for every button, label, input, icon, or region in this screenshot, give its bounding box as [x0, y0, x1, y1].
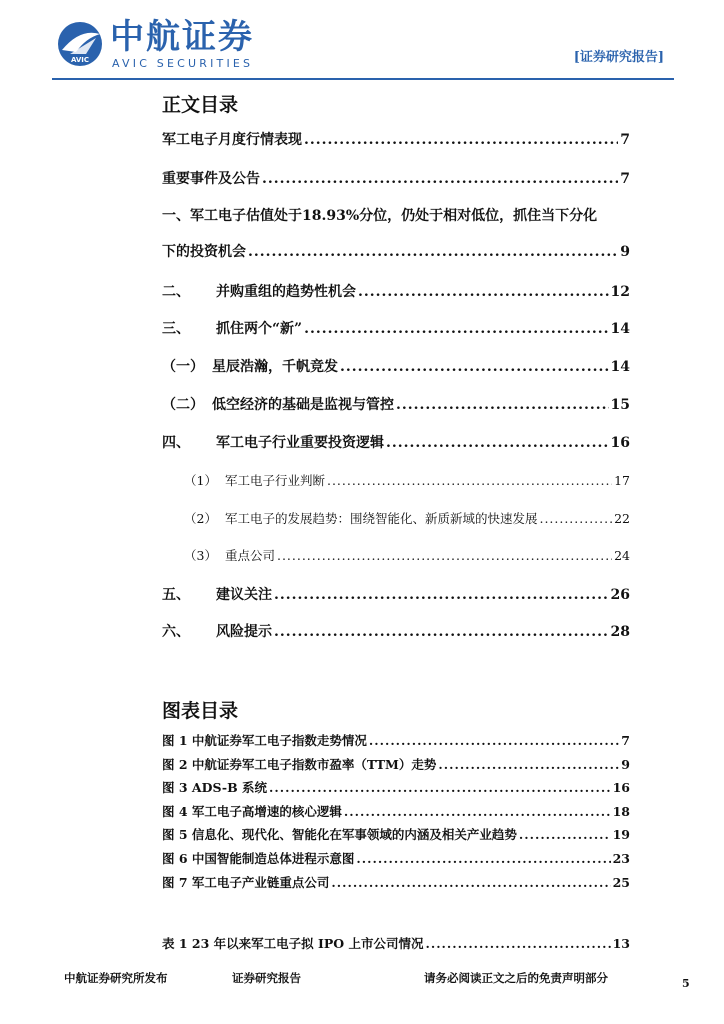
toc-leader-dots	[304, 130, 618, 150]
toc-entry-label: （一） 星辰浩瀚，千帆竞发	[162, 359, 338, 375]
toc-entry-number: （2）	[184, 511, 217, 526]
figures-list-title: 图表目录	[162, 700, 239, 722]
toc-subentry[interactable]	[162, 546, 630, 566]
toc-leader-dots	[331, 873, 610, 893]
toc-entry[interactable]	[162, 319, 630, 339]
figure-entry-page: 9	[621, 757, 630, 772]
toc-entry-label: 五、 建议关注	[162, 587, 272, 603]
toc-leader-dots	[539, 509, 612, 529]
figure-entry-label: 图 3 ADS-B 系统	[162, 780, 268, 795]
toc-entry-label: 军工电子估值处于18.93%分位，仍处于相对低位，抓住当下分化	[190, 208, 598, 224]
toc-entry-page: 7	[620, 171, 630, 187]
toc-entry-label: 二、 并购重组的趋势性机会	[162, 284, 356, 300]
toc-entry-label: 六、 风险提示	[162, 624, 272, 640]
logo-chinese-name: 中航证券	[110, 17, 254, 57]
figure-entry-label: 图 7 军工电子产业链重点公司	[162, 875, 330, 890]
figure-entry-label: 图 5 信息化、现代化、智能化在军事领域的内涵及相关产业趋势	[162, 827, 517, 842]
toc-entry-page: 14	[610, 321, 630, 337]
toc-leader-dots	[274, 622, 609, 642]
toc-entry[interactable]	[162, 242, 630, 262]
figure-entry[interactable]	[162, 873, 630, 893]
toc-entry[interactable]	[162, 433, 630, 453]
avic-logo-icon	[56, 20, 104, 68]
toc-entry-label: （3） 重点公司	[184, 548, 275, 563]
figure-entry[interactable]	[162, 731, 630, 751]
toc-subentry[interactable]	[162, 509, 630, 529]
toc-leader-dots	[369, 731, 619, 751]
toc-leader-dots	[262, 169, 618, 189]
toc-entry-line1[interactable]	[162, 206, 597, 226]
toc-title: 正文目录	[162, 94, 239, 116]
figure-entry[interactable]	[162, 825, 630, 845]
toc-leader-dots	[327, 471, 612, 491]
page-header	[0, 0, 724, 82]
figure-entry[interactable]	[162, 802, 630, 822]
toc-entry-page: 24	[614, 548, 630, 563]
toc-entry-number: （一）	[162, 359, 204, 375]
toc-entry-number: 六、	[162, 624, 190, 640]
toc-entry[interactable]	[162, 282, 630, 302]
toc-leader-dots	[396, 395, 609, 415]
figure-entry[interactable]	[162, 849, 630, 869]
toc-entry-label: 三、 抓住两个“新”	[162, 321, 303, 337]
page-footer	[0, 970, 724, 1000]
toc-entry-label: 重要事件及公告	[162, 171, 260, 187]
toc-entry-label: （1） 军工电子行业判断	[184, 473, 325, 488]
figure-entry-page: 7	[621, 733, 630, 748]
toc-entry-page: 16	[610, 435, 630, 451]
logo-mark-text: AVIC	[70, 56, 90, 64]
toc-entry-page: 26	[610, 587, 630, 603]
toc-entry[interactable]	[162, 169, 630, 189]
figure-entry-page: 25	[612, 875, 630, 890]
toc-leader-dots	[340, 357, 609, 377]
figure-entry-label: 图 4 军工电子高增速的核心逻辑	[162, 804, 342, 819]
toc-leader-dots	[386, 433, 609, 453]
toc-entry-page: 7	[620, 132, 630, 148]
figure-entry-page: 23	[612, 851, 630, 866]
toc-entry[interactable]	[162, 395, 630, 415]
figure-entry-page: 18	[612, 804, 630, 819]
toc-entry-number: （3）	[184, 548, 217, 563]
footer-disclaimer-note: 请务必阅读正文之后的免责声明部分	[424, 971, 608, 985]
toc-entry-label: 四、 军工电子行业重要投资逻辑	[162, 435, 384, 451]
page-number: 5	[682, 977, 690, 990]
figure-entry-label: 图 1 中航证券军工电子指数走势情况	[162, 733, 367, 748]
toc-entry-label: 军工电子月度行情表现	[162, 132, 302, 148]
toc-leader-dots	[277, 546, 612, 566]
toc-entry-label: （2） 军工电子的发展趋势：围绕智能化、新质新域的快速发展	[184, 511, 538, 526]
table-entry-label: 表 1 23 年以来军工电子拟 IPO 上市公司情况	[162, 936, 424, 951]
footer-report-type: 证券研究报告	[232, 971, 301, 985]
toc-entry[interactable]	[162, 130, 630, 150]
figure-entry-label: 图 2 中航证券军工电子指数市盈率（TTM）走势	[162, 757, 437, 772]
toc-entry[interactable]	[162, 585, 630, 605]
toc-leader-dots	[344, 802, 611, 822]
table-entry-page: 13	[612, 936, 630, 951]
footer-publisher: 中航证券研究所发布	[64, 971, 168, 985]
toc-leader-dots	[304, 319, 608, 339]
toc-entry-number: （二）	[162, 397, 204, 413]
toc-leader-dots	[356, 849, 610, 869]
toc-entry-number: 四、	[162, 435, 190, 451]
figure-entry[interactable]	[162, 755, 630, 775]
figure-entry-page: 19	[612, 827, 630, 842]
toc-entry-page: 17	[614, 473, 630, 488]
table-entry[interactable]	[162, 934, 630, 954]
report-type-tag: [证券研究报告]	[573, 50, 664, 65]
toc-entry-page: 12	[610, 284, 630, 300]
toc-entry-page: 22	[614, 511, 630, 526]
figure-entry-page: 16	[612, 780, 630, 795]
toc-entry-page: 14	[610, 359, 630, 375]
logo-english-name: AVIC SECURITIES	[112, 57, 254, 70]
toc-entry-page: 15	[610, 397, 630, 413]
header-divider	[52, 78, 674, 80]
toc-leader-dots	[519, 825, 611, 845]
toc-leader-dots	[426, 934, 611, 954]
toc-entry-number: 三、	[162, 321, 190, 337]
toc-leader-dots	[274, 585, 609, 605]
toc-entry-page: 9	[620, 244, 630, 260]
toc-entry[interactable]	[162, 622, 630, 642]
toc-subentry[interactable]	[162, 471, 630, 491]
toc-entry-number: （1）	[184, 473, 217, 488]
toc-entry-label: （二） 低空经济的基础是监视与管控	[162, 397, 394, 413]
figure-entry[interactable]	[162, 778, 630, 798]
toc-entry-page: 28	[610, 624, 630, 640]
toc-leader-dots	[438, 755, 619, 775]
toc-entry-label-continued: 下的投资机会	[162, 244, 246, 260]
toc-leader-dots	[248, 242, 618, 262]
figure-entry-label: 图 6 中国智能制造总体进程示意图	[162, 851, 355, 866]
toc-entry-number: 五、	[162, 587, 190, 603]
toc-entry[interactable]	[162, 357, 630, 377]
toc-leader-dots	[358, 282, 609, 302]
toc-leader-dots	[269, 778, 611, 798]
toc-entry-number: 二、	[162, 284, 190, 300]
toc-entry-number: 一、	[162, 208, 190, 224]
